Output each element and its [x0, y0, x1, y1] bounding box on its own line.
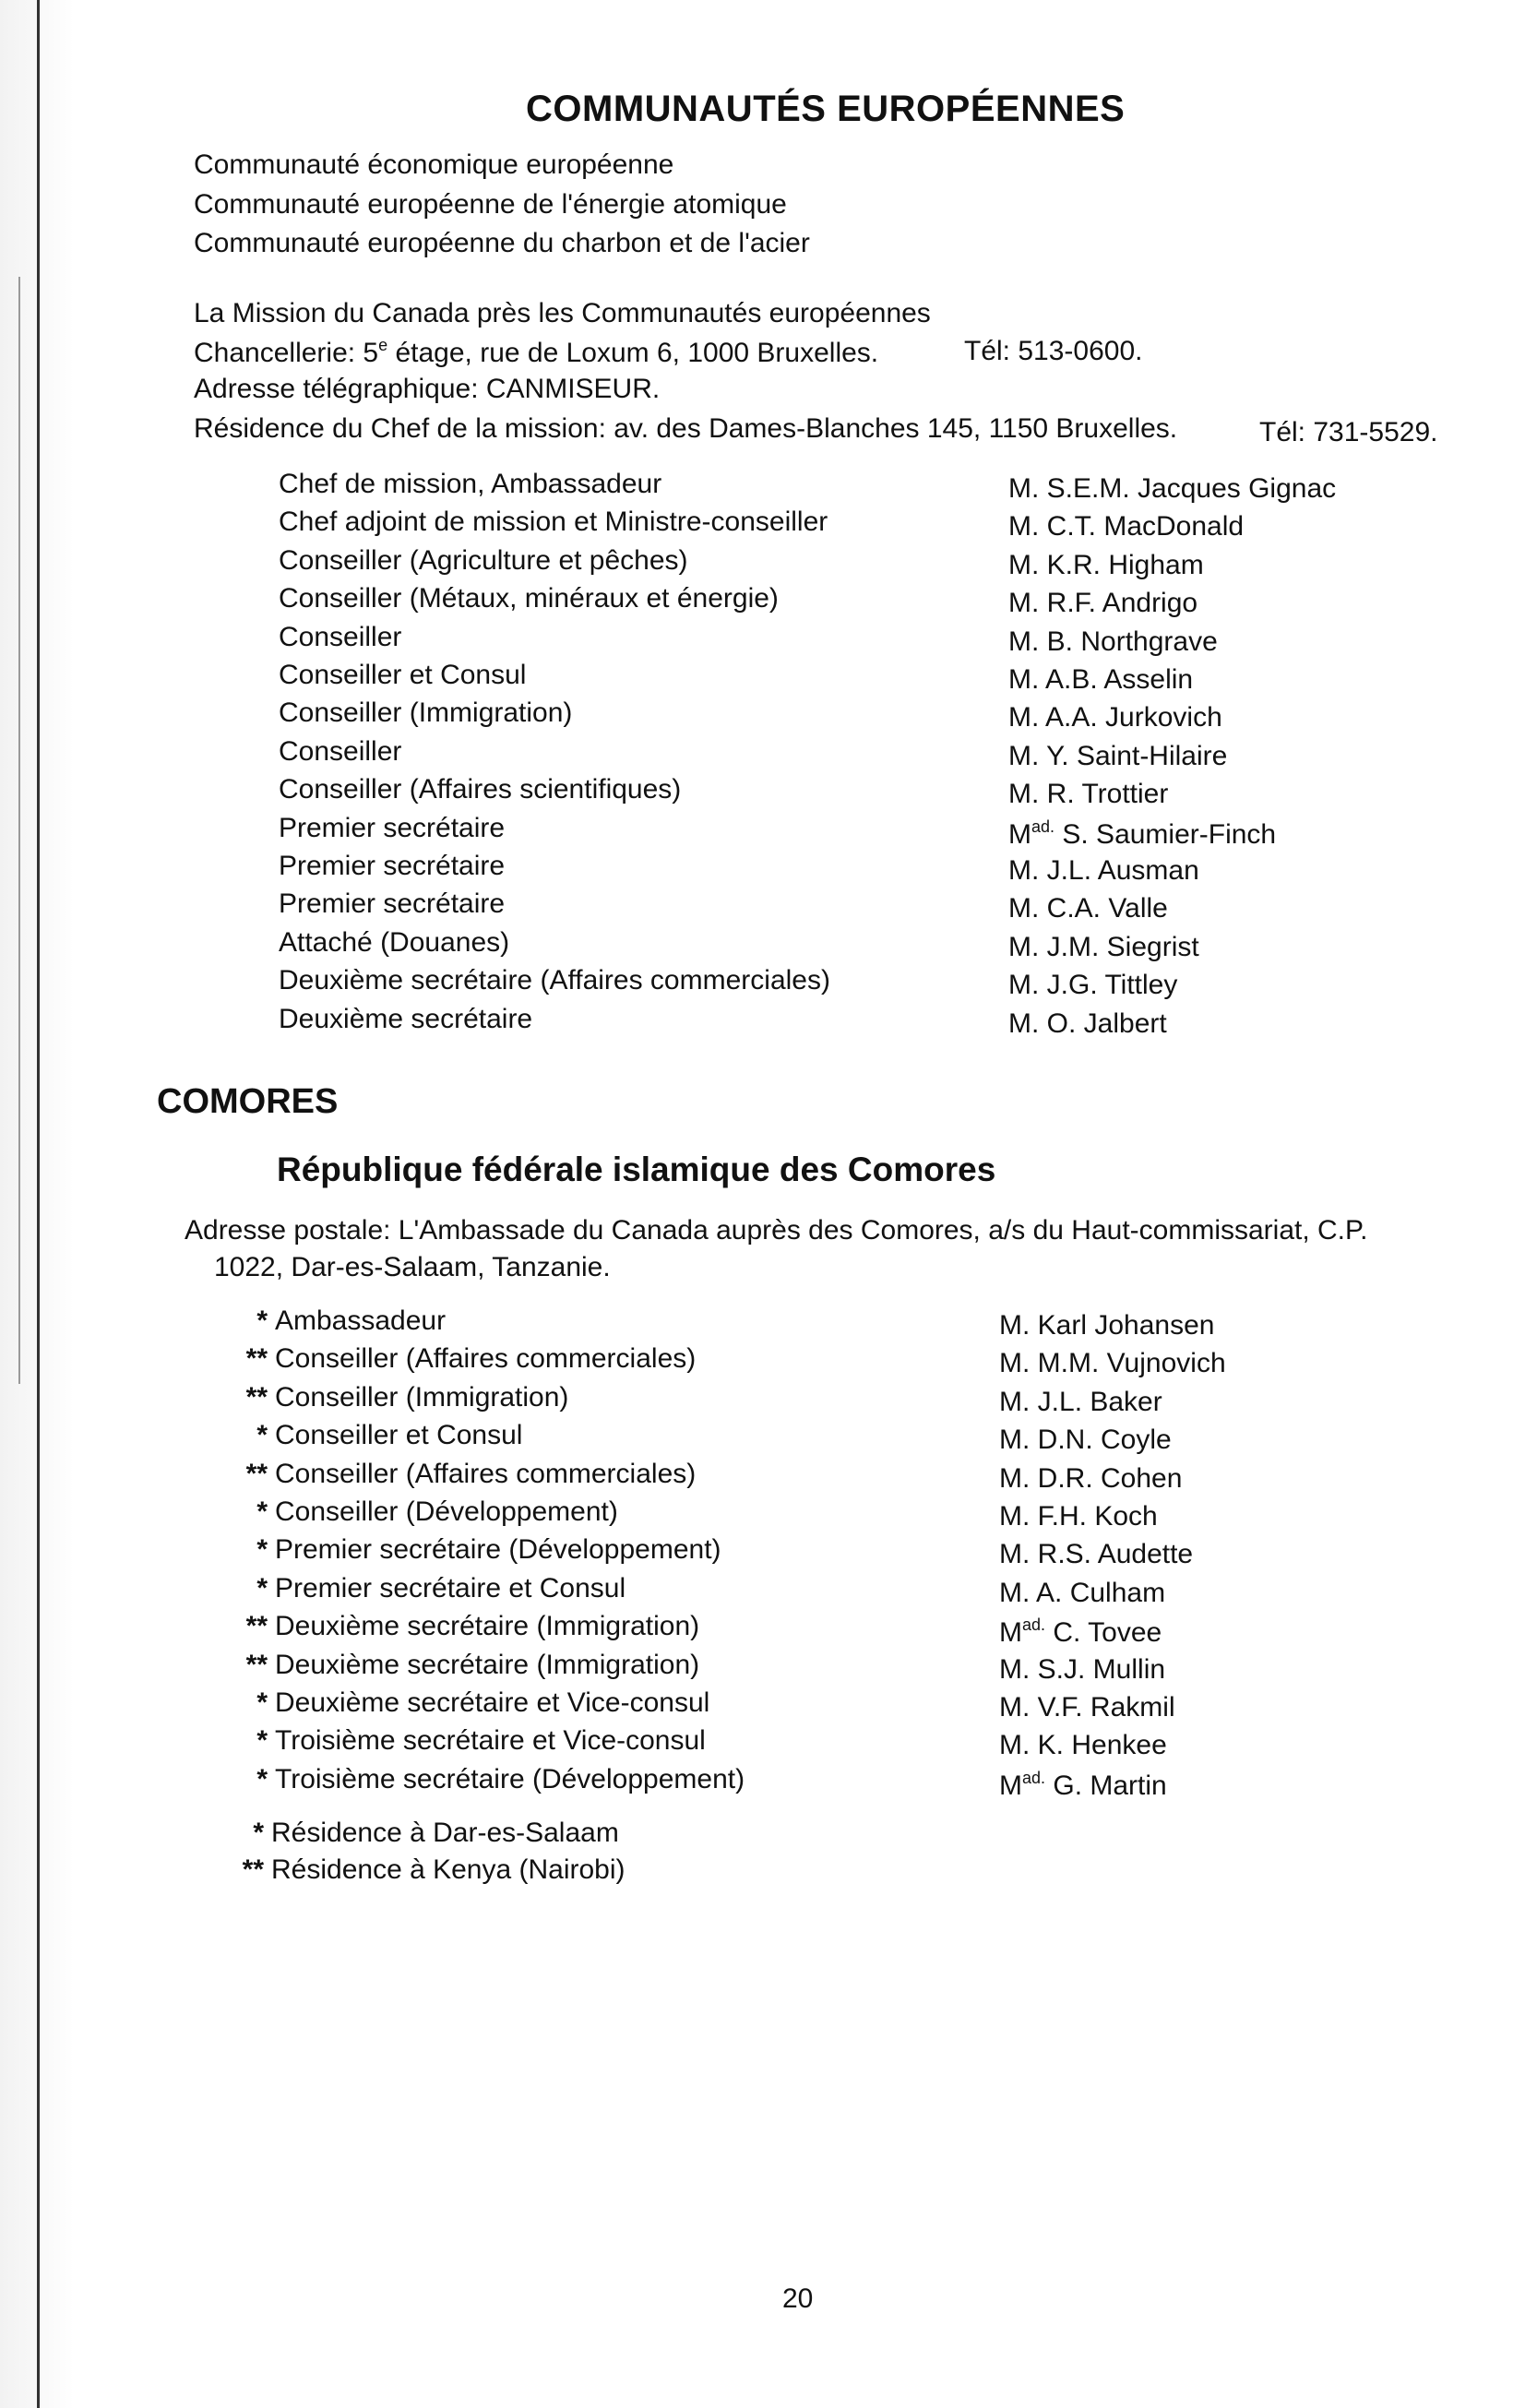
staff-comores-title: M. [999, 1501, 1031, 1532]
staff-comores-role [221, 1382, 568, 1413]
scan-edge-line-faint [18, 277, 20, 1384]
staff-comores-mark: * [256, 1573, 268, 1603]
staff-comores-name [999, 1692, 1175, 1723]
staff-comores-title: M. [999, 1348, 1031, 1378]
staff-comores-title: M. [999, 1387, 1031, 1417]
staff-ec-title: M. [1008, 1008, 1040, 1039]
staff-ec-title-sup: ad. [1031, 817, 1055, 836]
page-number: 20 [782, 2283, 814, 2314]
staff-ec-name [1008, 779, 1168, 810]
staff-comores-role-text: Premier secrétaire et Consul [275, 1573, 626, 1603]
page-title: COMMUNAUTÉS EUROPÉENNES [526, 89, 1126, 129]
staff-comores-role [221, 1650, 699, 1681]
staff-ec-name [1008, 550, 1204, 581]
footnote-mark: * [253, 1818, 264, 1848]
staff-ec-role: Attaché (Douanes) [279, 927, 510, 958]
staff-ec-person: J.G. Tittley [1046, 970, 1178, 1000]
staff-comores-name [999, 1730, 1167, 1761]
staff-ec-role: Conseiller [279, 736, 402, 767]
staff-ec-title: M. [1008, 741, 1040, 771]
staff-ec-name [1008, 664, 1193, 696]
staff-comores-title-sup: ad. [1022, 1769, 1046, 1787]
staff-comores-title: M [999, 1770, 1022, 1801]
footnote-mark: ** [242, 1854, 264, 1885]
staff-comores-title: M. [999, 1425, 1031, 1455]
staff-comores-role [221, 1687, 709, 1719]
staff-ec-title: M [1008, 819, 1031, 850]
staff-ec-person: S.E.M. Jacques Gignac [1046, 473, 1337, 504]
staff-ec-name [1008, 970, 1177, 1001]
staff-comores-mark: ** [245, 1650, 268, 1680]
staff-comores-role [221, 1343, 696, 1375]
footnote-text: Résidence à Dar-es-Salaam [271, 1818, 619, 1848]
staff-ec-person: B. Northgrave [1046, 626, 1218, 657]
staff-ec-name [1008, 893, 1168, 924]
staff-ec-person: R. Trottier [1046, 779, 1169, 809]
staff-comores-mark: ** [245, 1382, 268, 1413]
scan-edge-line [37, 0, 40, 2408]
staff-comores-mark: * [256, 1687, 268, 1718]
staff-comores-mark: ** [245, 1343, 268, 1374]
staff-comores-mark: * [256, 1534, 268, 1565]
staff-comores-name [999, 1539, 1193, 1570]
comores-subtitle: République fédérale islamique des Comores [277, 1150, 996, 1188]
staff-comores-title: M. [999, 1463, 1031, 1494]
intro-line-2: Communauté européenne de l'énergie atomique [194, 189, 787, 220]
staff-ec-name [1008, 741, 1227, 772]
staff-comores-role-text: Conseiller (Affaires commerciales) [275, 1459, 697, 1489]
staff-ec-role: Premier secrétaire [279, 888, 506, 919]
staff-ec-person: A.B. Asselin [1045, 664, 1194, 695]
staff-comores-name [999, 1310, 1214, 1341]
staff-comores-person: Karl Johansen [1037, 1310, 1215, 1341]
staff-comores-title: M. [999, 1654, 1031, 1685]
staff-comores-name [999, 1615, 1162, 1649]
staff-ec-role: Conseiller (Métaux, minéraux et énergie) [279, 583, 779, 614]
staff-ec-role: Conseiller (Affaires scientifiques) [279, 774, 682, 805]
intro-line-1: Communauté économique européenne [194, 149, 674, 180]
staff-ec-role: Deuxième secrétaire (Affaires commerciales) [279, 965, 830, 995]
staff-comores-person: G. Martin [1053, 1770, 1167, 1801]
staff-ec-name [1008, 817, 1276, 851]
chancellerie-address [194, 336, 878, 369]
staff-comores-title-sup: ad. [1022, 1615, 1046, 1634]
staff-ec-role: Conseiller et Consul [279, 660, 527, 690]
section-comores: COMORES [157, 1082, 339, 1121]
staff-ec-title: M. [1008, 893, 1040, 924]
staff-comores-person: C. Tovee [1053, 1617, 1162, 1648]
staff-comores-title: M. [999, 1310, 1031, 1341]
staff-ec-person: Y. Saint-Hilaire [1046, 741, 1228, 771]
footnote-text: Résidence à Kenya (Nairobi) [271, 1854, 625, 1885]
staff-comores-person: M.M. Vujnovich [1037, 1348, 1226, 1378]
staff-ec-role: Deuxième secrétaire [279, 1004, 533, 1034]
staff-comores-role [221, 1534, 721, 1566]
comores-address-line-1: Adresse postale: L'Ambassade du Canada auprès des Comores, a/s du Haut-commissariat, C.P. [185, 1215, 1368, 1246]
staff-ec-person: A.A. Jurkovich [1045, 702, 1222, 733]
footnote [218, 1818, 619, 1849]
staff-comores-title: M. [999, 1730, 1031, 1760]
staff-ec-name [1008, 473, 1336, 505]
staff-comores-person: D.N. Coyle [1037, 1425, 1172, 1455]
staff-comores-role [221, 1573, 625, 1604]
staff-comores-role [221, 1459, 696, 1490]
staff-comores-name [999, 1425, 1172, 1456]
staff-comores-role [221, 1725, 706, 1757]
staff-comores-role [221, 1611, 699, 1642]
staff-ec-person: S. Saumier-Finch [1062, 819, 1277, 850]
staff-ec-role: Chef de mission, Ambassadeur [279, 469, 662, 499]
staff-ec-title: M. [1008, 626, 1040, 657]
staff-comores-role-text: Ambassadeur [275, 1305, 447, 1336]
staff-ec-role: Conseiller [279, 622, 402, 652]
staff-ec-title: M. [1008, 588, 1040, 618]
staff-comores-role [221, 1420, 522, 1451]
staff-ec-name [1008, 511, 1244, 542]
staff-comores-person: K. Henkee [1037, 1730, 1167, 1760]
staff-ec-title: M. [1008, 550, 1040, 580]
staff-ec-role: Premier secrétaire [279, 851, 506, 881]
staff-comores-role-text: Deuxième secrétaire (Immigration) [275, 1611, 700, 1641]
staff-ec-title: M. [1008, 855, 1040, 886]
staff-ec-person: R.F. Andrigo [1046, 588, 1198, 618]
staff-ec-name [1008, 588, 1197, 619]
intro-line-3: Communauté européenne du charbon et de l'acier [194, 228, 810, 258]
staff-ec-role: Conseiller (Agriculture et pêches) [279, 545, 688, 576]
staff-ec-name [1008, 626, 1218, 658]
staff-comores-title: M. [999, 1539, 1031, 1569]
staff-comores-role-text: Conseiller (Affaires commerciales) [275, 1343, 697, 1374]
staff-comores-role [221, 1496, 618, 1528]
staff-ec-title: M. [1008, 702, 1040, 733]
staff-comores-mark: * [256, 1305, 268, 1336]
staff-ec-title: M. [1008, 511, 1040, 542]
chancellerie-post: étage, rue de Loxum 6, 1000 Bruxelles. [387, 338, 879, 368]
staff-ec-name [1008, 1008, 1167, 1040]
staff-comores-person: A. Culham [1036, 1578, 1166, 1608]
staff-comores-title: M. [999, 1692, 1031, 1723]
staff-comores-person: S.J. Mullin [1037, 1654, 1166, 1685]
staff-ec-title: M. [1008, 970, 1040, 1000]
residence-address: Résidence du Chef de la mission: av. des Dames-Blanches 145, 1150 Bruxelles. [194, 413, 1178, 444]
staff-comores-name [999, 1501, 1158, 1532]
staff-comores-role-text: Conseiller et Consul [275, 1420, 523, 1450]
staff-ec-person: J.M. Siegrist [1046, 932, 1199, 962]
staff-comores-person: J.L. Baker [1037, 1387, 1162, 1417]
staff-ec-name [1008, 932, 1199, 963]
staff-comores-person: V.F. Rakmil [1037, 1692, 1175, 1723]
staff-comores-mark: * [256, 1764, 268, 1794]
staff-ec-person: C.A. Valle [1046, 893, 1168, 924]
staff-comores-role [221, 1764, 745, 1795]
staff-comores-role-text: Troisième secrétaire (Développement) [275, 1764, 745, 1794]
staff-comores-title: M [999, 1617, 1022, 1648]
staff-comores-name [999, 1654, 1165, 1686]
staff-ec-title: M. [1008, 932, 1040, 962]
staff-comores-role-text: Premier secrétaire (Développement) [275, 1534, 721, 1565]
footnote [218, 1854, 625, 1886]
staff-comores-role-text: Conseiller (Développement) [275, 1496, 618, 1527]
staff-comores-mark: ** [245, 1459, 268, 1489]
staff-comores-role-text: Conseiller (Immigration) [275, 1382, 569, 1413]
staff-comores-mark: * [256, 1496, 268, 1527]
staff-comores-name [999, 1463, 1182, 1495]
staff-comores-mark: * [256, 1725, 268, 1756]
mission-name: La Mission du Canada près les Communautés européennes [194, 298, 931, 328]
staff-ec-name [1008, 702, 1222, 733]
staff-comores-person: D.R. Cohen [1037, 1463, 1183, 1494]
staff-comores-role-text: Troisième secrétaire et Vice-consul [275, 1725, 706, 1756]
staff-comores-person: F.H. Koch [1037, 1501, 1158, 1532]
staff-ec-role: Premier secrétaire [279, 813, 506, 843]
staff-comores-person: R.S. Audette [1037, 1539, 1194, 1569]
staff-comores-mark: * [256, 1420, 268, 1450]
staff-comores-name [999, 1348, 1226, 1379]
staff-comores-role [221, 1305, 446, 1337]
staff-ec-title: M. [1008, 779, 1040, 809]
staff-ec-person: K.R. Higham [1046, 550, 1204, 580]
staff-comores-role-text: Deuxième secrétaire et Vice-consul [275, 1687, 710, 1718]
comores-address-line-2: 1022, Dar-es-Salaam, Tanzanie. [214, 1252, 611, 1282]
chancellerie-tel: Tél: 513-0600. [964, 336, 1143, 366]
chancellerie-sup: e [378, 336, 388, 354]
telegraph-address: Adresse télégraphique: CANMISEUR. [194, 374, 661, 404]
staff-ec-role: Conseiller (Immigration) [279, 697, 573, 728]
staff-comores-title: M. [999, 1578, 1031, 1608]
residence-tel: Tél: 731-5529. [1259, 417, 1438, 447]
staff-ec-title: M. [1008, 473, 1040, 504]
staff-ec-person: O. Jalbert [1046, 1008, 1167, 1039]
staff-comores-name [999, 1578, 1165, 1609]
staff-ec-person: J.L. Ausman [1046, 855, 1199, 886]
staff-comores-role-text: Deuxième secrétaire (Immigration) [275, 1650, 700, 1680]
staff-comores-name [999, 1769, 1167, 1802]
staff-comores-name [999, 1387, 1162, 1418]
staff-comores-mark: ** [245, 1611, 268, 1641]
staff-ec-title: M. [1008, 664, 1040, 695]
chancellerie-pre: Chancellerie: 5 [194, 338, 379, 368]
staff-ec-person: C.T. MacDonald [1046, 511, 1245, 542]
staff-ec-name [1008, 855, 1199, 887]
staff-ec-role: Chef adjoint de mission et Ministre-conseiller [279, 507, 828, 537]
